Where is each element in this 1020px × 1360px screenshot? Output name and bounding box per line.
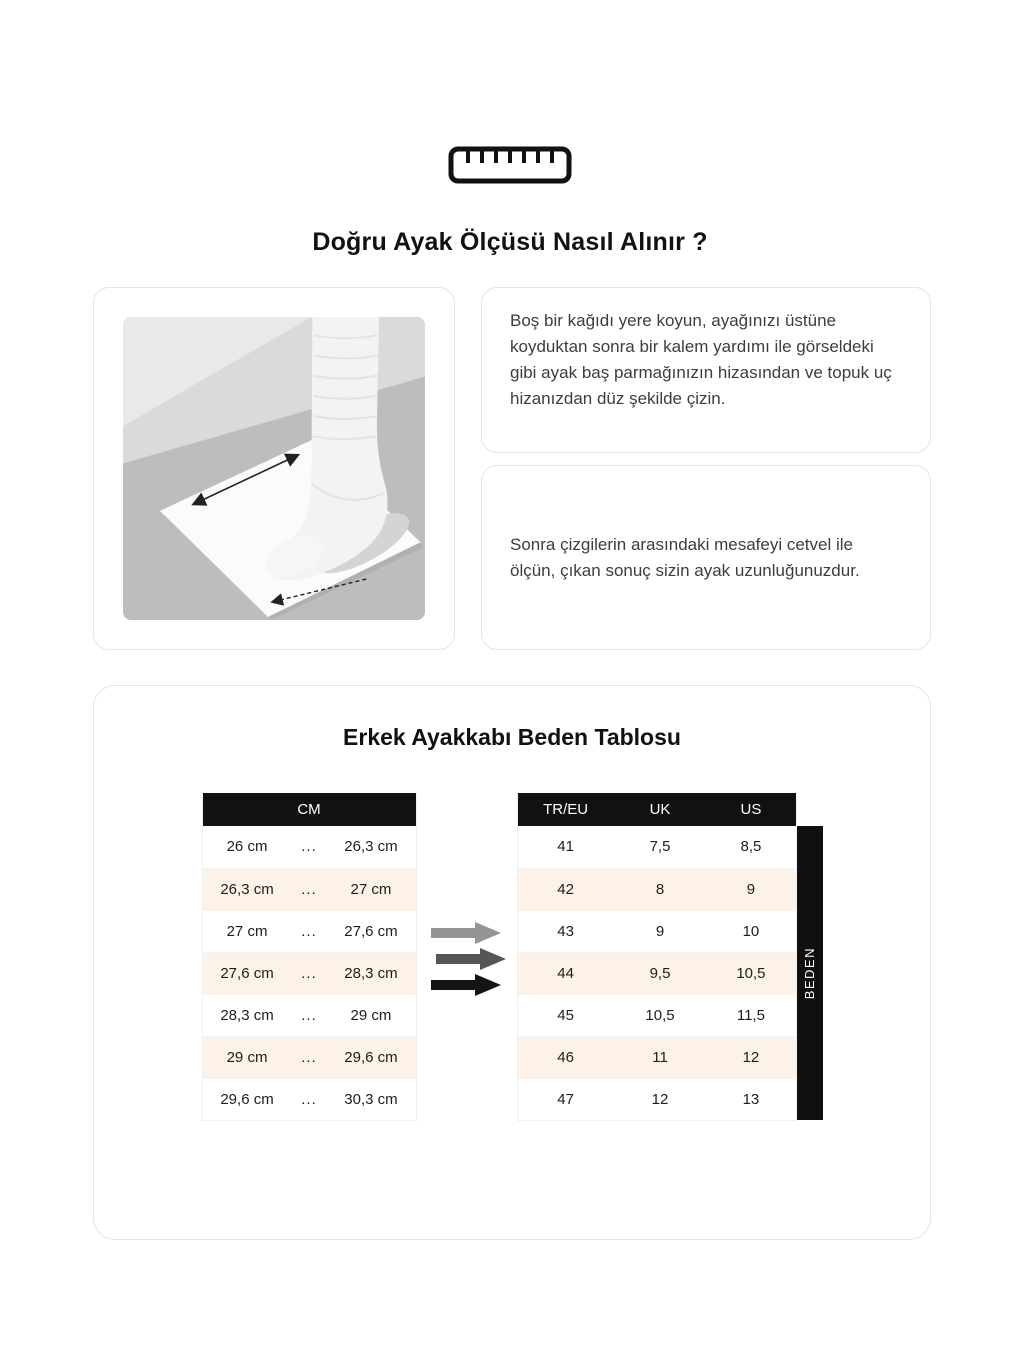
- size-table-row: [517, 952, 796, 994]
- cm-range-dots: ...: [292, 826, 327, 868]
- page-title: Doğru Ayak Ölçüsü Nasıl Alınır ?: [312, 228, 708, 256]
- size-uk: 9: [614, 910, 707, 952]
- size-us: 10,5: [706, 952, 796, 994]
- cm-range-from: 27,6 cm: [202, 952, 292, 994]
- cm-range-to: 29 cm: [326, 994, 416, 1036]
- size-conversion-block: [517, 793, 823, 1121]
- cm-range-dots: ...: [292, 868, 327, 910]
- size-tr-eu: 41: [517, 826, 614, 868]
- size-tr-eu: 46: [517, 1036, 614, 1078]
- cm-range-from: 28,3 cm: [202, 994, 292, 1036]
- cm-table-row: [202, 826, 416, 868]
- size-table-header-us: US: [706, 793, 796, 826]
- size-chart-tables: [94, 793, 930, 1121]
- hero-section: [0, 146, 1020, 257]
- size-conversion-table: [517, 793, 797, 1121]
- foot-measurement-photo: [123, 317, 425, 620]
- instruction-card-1: [481, 287, 931, 453]
- size-uk: 7,5: [614, 826, 707, 868]
- size-uk: 8: [614, 868, 707, 910]
- cm-range-to: 30,3 cm: [326, 1078, 416, 1120]
- cm-table-row: [202, 1078, 416, 1120]
- cm-range-to: 27,6 cm: [326, 910, 416, 952]
- cm-range-from: 26,3 cm: [202, 868, 292, 910]
- measurement-guide-row: [93, 287, 931, 650]
- cm-range-dots: ...: [292, 994, 327, 1036]
- size-table-header-uk: UK: [614, 793, 707, 826]
- cm-range-from: 29 cm: [202, 1036, 292, 1078]
- size-tr-eu: 47: [517, 1078, 614, 1120]
- cm-table-row: [202, 868, 416, 910]
- size-uk: 9,5: [614, 952, 707, 994]
- size-uk: 10,5: [614, 994, 707, 1036]
- instruction-step-2: Sonra çizgilerin arasındaki mesafeyi cetvel ile ölçün, çıkan sonuç sizin ayak uzunluğunuzdur.: [510, 534, 860, 580]
- instruction-cards: [481, 287, 931, 650]
- cm-range-from: 26 cm: [202, 826, 292, 868]
- size-table-row: [517, 994, 796, 1036]
- size-table-header-tr-eu: TR/EU: [517, 793, 614, 826]
- cm-range-dots: ...: [292, 910, 327, 952]
- size-uk: 12: [614, 1078, 707, 1120]
- cm-range-from: 29,6 cm: [202, 1078, 292, 1120]
- size-table-header-row: [517, 793, 796, 826]
- size-us: 11,5: [706, 994, 796, 1036]
- size-us: 9: [706, 868, 796, 910]
- size-tr-eu: 44: [517, 952, 614, 994]
- cm-range-dots: ...: [292, 1078, 327, 1120]
- size-table-row: [517, 1036, 796, 1078]
- cm-range-to: 26,3 cm: [326, 826, 416, 868]
- size-us: 10: [706, 910, 796, 952]
- size-uk: 11: [614, 1036, 707, 1078]
- cm-table: [202, 793, 417, 1121]
- instruction-card-2: [481, 465, 931, 650]
- cm-table-header: CM: [202, 793, 416, 826]
- cm-table-row: [202, 910, 416, 952]
- cm-table-header-row: [202, 793, 416, 826]
- double-right-arrows-icon: [417, 793, 517, 996]
- cm-range-dots: ...: [292, 1036, 327, 1078]
- size-us: 12: [706, 1036, 796, 1078]
- size-chart-card: [93, 685, 931, 1240]
- cm-range-to: 28,3 cm: [326, 952, 416, 994]
- beden-side-label: [797, 826, 823, 1120]
- cm-range-dots: ...: [292, 952, 327, 994]
- size-tr-eu: 45: [517, 994, 614, 1036]
- beden-side-label-text: BEDEN: [802, 946, 817, 1000]
- ruler-icon: [0, 146, 1020, 184]
- cm-range-to: 29,6 cm: [326, 1036, 416, 1078]
- instruction-step-1: Boş bir kağıdı yere koyun, ayağınızı üstüne koyduktan sonra bir kalem yardımı ile görseldeki gibi ayak baş parmağınızın hizasından ve topuk uç hizanızdan düz şekilde çizin.: [510, 311, 892, 408]
- size-chart-title: Erkek Ayakkabı Beden Tablosu: [343, 724, 681, 750]
- size-tr-eu: 42: [517, 868, 614, 910]
- cm-table-row: [202, 952, 416, 994]
- size-table-row: [517, 826, 796, 868]
- cm-table-row: [202, 1036, 416, 1078]
- foot-measurement-photo-card: [93, 287, 455, 650]
- size-us: 13: [706, 1078, 796, 1120]
- size-table-row: [517, 868, 796, 910]
- cm-range-from: 27 cm: [202, 910, 292, 952]
- cm-range-to: 27 cm: [326, 868, 416, 910]
- size-tr-eu: 43: [517, 910, 614, 952]
- size-table-row: [517, 910, 796, 952]
- size-table-row: [517, 1078, 796, 1120]
- cm-table-row: [202, 994, 416, 1036]
- size-us: 8,5: [706, 826, 796, 868]
